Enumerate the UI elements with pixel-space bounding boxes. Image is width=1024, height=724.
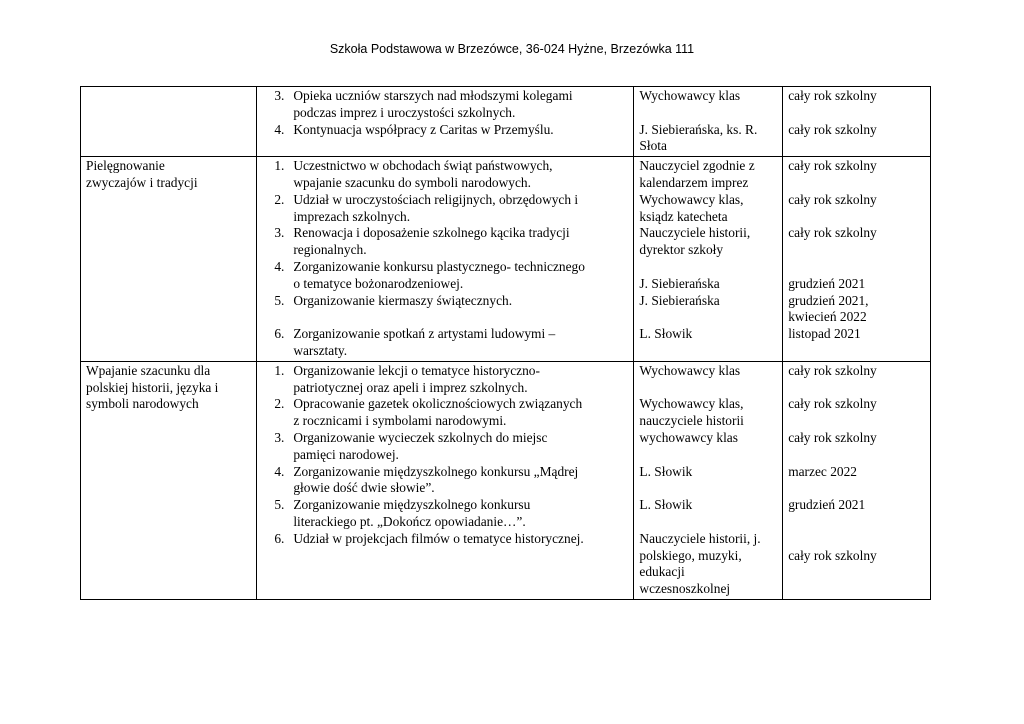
task-item	[262, 430, 628, 464]
responsible-line: nauczyciele historii	[639, 413, 744, 429]
task-number: 5.	[274, 497, 285, 513]
deadline-line: grudzień 2021	[788, 497, 866, 513]
deadline-line: cały rok szkolny	[788, 396, 877, 412]
responsible-line: Wychowawcy klas	[639, 362, 741, 378]
task-line: literackiego pt. „Dokończ opowiadanie…”.	[293, 513, 526, 529]
task-text	[293, 192, 628, 226]
task-number: 3.	[274, 429, 285, 445]
responsible-line: Wychowawcy klas,	[639, 191, 744, 207]
responsible-line: J. Siebierańska	[639, 275, 720, 291]
responsible-line: L. Słowik	[639, 463, 693, 479]
task-gap	[262, 309, 628, 326]
task-text	[293, 293, 628, 310]
deadline-line: cały rok szkolny	[788, 121, 877, 137]
task-line: Zorganizowanie spotkań z artystami ludowymi –	[293, 326, 556, 342]
deadline-line	[788, 531, 925, 548]
responsible-line: ksiądz katecheta	[639, 208, 728, 224]
task-text	[293, 396, 628, 430]
responsible-cell	[634, 87, 783, 157]
task-number: 4.	[274, 258, 285, 274]
responsible-line: Wychowawcy klas	[639, 88, 741, 103]
task-list	[262, 88, 628, 138]
responsible-line	[639, 309, 777, 326]
deadline-line	[788, 105, 925, 122]
responsible-line: dyrektor szkoły	[639, 242, 724, 258]
task-text	[293, 464, 628, 498]
table-row	[81, 157, 931, 362]
deadline-line: cały rok szkolny	[788, 88, 877, 103]
task-text	[293, 497, 628, 531]
plan-table	[80, 86, 931, 600]
tasks-cell	[257, 361, 634, 599]
task-line: Zorganizowanie międzyszkolnego konkursu	[293, 497, 531, 513]
deadline-line	[788, 259, 925, 276]
area-line: Wpajanie szacunku dla	[86, 362, 211, 378]
task-line: Zorganizowanie konkursu plastycznego- technicznego	[293, 258, 585, 274]
tasks-cell	[257, 157, 634, 362]
responsible-line: Nauczyciele historii,	[639, 225, 751, 241]
task-line: o tematyce bożonarodzeniowej.	[293, 275, 464, 291]
task-item	[262, 122, 628, 139]
task-line: z rocznicami i symbolami narodowymi.	[293, 413, 507, 429]
task-item	[262, 396, 628, 430]
responsible-line: Nauczyciel zgodnie z	[639, 158, 755, 174]
deadline-cell	[783, 361, 931, 599]
deadline-line	[788, 413, 925, 430]
task-item	[262, 192, 628, 226]
deadline-line: cały rok szkolny	[788, 191, 877, 207]
responsible-line: polskiego, muzyki,	[639, 547, 742, 563]
task-item	[262, 158, 628, 192]
task-number: 3.	[274, 225, 285, 241]
task-number: 6.	[274, 326, 285, 342]
deadline-line: cały rok szkolny	[788, 362, 877, 378]
task-line: Zorganizowanie międzyszkolnego konkursu „Mądrej	[293, 463, 579, 479]
task-line: warsztaty.	[293, 342, 348, 358]
task-item	[262, 464, 628, 498]
task-number: 5.	[274, 292, 285, 308]
responsible-line: Nauczyciele historii, j.	[639, 530, 761, 546]
task-text	[293, 531, 628, 548]
deadline-line	[788, 380, 925, 397]
task-number: 3.	[274, 88, 285, 103]
deadline-line: grudzień 2021,	[788, 292, 869, 308]
task-line: pamięci narodowej.	[293, 446, 399, 462]
responsible-line: Słota	[639, 138, 667, 154]
table-row	[81, 361, 931, 599]
task-line: Udział w projekcjach filmów o tematyce historycznej.	[293, 530, 584, 546]
task-item	[262, 497, 628, 531]
task-text	[293, 326, 628, 360]
task-item	[262, 293, 628, 310]
responsible-line: L. Słowik	[639, 497, 693, 513]
deadline-line	[788, 242, 925, 259]
task-line: wpajanie szacunku do symboli narodowych.	[293, 174, 531, 190]
task-text	[293, 88, 628, 122]
task-text	[293, 158, 628, 192]
responsible-line	[639, 105, 777, 122]
area-cell	[81, 87, 257, 157]
responsible-cell	[634, 157, 783, 362]
responsible-line	[639, 514, 777, 531]
task-item	[262, 225, 628, 259]
task-line: Uczestnictwo w obchodach świąt państwowych,	[293, 158, 553, 174]
task-line: Organizowanie wycieczek szkolnych do miejsc	[293, 429, 548, 445]
deadline-line	[788, 447, 925, 464]
area-line: Pielęgnowanie	[86, 158, 165, 174]
deadline-line: cały rok szkolny	[788, 547, 877, 563]
deadline-line	[788, 480, 925, 497]
responsible-line	[639, 480, 777, 497]
responsible-line	[639, 447, 777, 464]
responsible-line: J. Siebierańska, ks. R.	[639, 121, 758, 137]
responsible-line: wczesnoszkolnej	[639, 581, 731, 597]
task-number: 2.	[274, 396, 285, 412]
deadline-cell	[783, 157, 931, 362]
deadline-line: cały rok szkolny	[788, 225, 877, 241]
area-line: zwyczajów i tradycji	[86, 174, 198, 190]
deadline-cell	[783, 87, 931, 157]
task-number: 1.	[274, 158, 285, 174]
task-line: Organizowanie kiermaszy świątecznych.	[293, 292, 513, 308]
task-list	[262, 158, 628, 360]
responsible-line: edukacji	[639, 564, 685, 580]
task-line: regionalnych.	[293, 242, 367, 258]
task-line: głowie dość dwie słowie”.	[293, 480, 435, 496]
area-line: symboli narodowych	[86, 396, 199, 412]
table-row	[81, 87, 931, 157]
task-item	[262, 88, 628, 122]
plan-table-body	[81, 87, 931, 600]
task-number: 2.	[274, 191, 285, 207]
task-line: Opracowanie gazetek okolicznościowych związanych	[293, 396, 583, 412]
responsible-cell	[634, 361, 783, 599]
deadline-line: marzec 2022	[788, 463, 857, 479]
deadline-line: listopad 2021	[788, 326, 861, 342]
task-line: Organizowanie lekcji o tematyce historyczno-	[293, 362, 540, 378]
deadline-line	[788, 209, 925, 226]
task-line: Opieka uczniów starszych nad młodszymi kolegami	[293, 88, 573, 103]
task-text	[293, 259, 628, 293]
task-number: 6.	[274, 530, 285, 546]
task-number: 4.	[274, 463, 285, 479]
task-line: podczas imprez i uroczystości szkolnych.	[293, 104, 516, 120]
deadline-line: cały rok szkolny	[788, 158, 877, 174]
responsible-line: wychowawcy klas	[639, 429, 738, 445]
responsible-line: Wychowawcy klas,	[639, 396, 744, 412]
task-line: imprezach szkolnych.	[293, 208, 411, 224]
responsible-line: kalendarzem imprez	[639, 174, 749, 190]
tasks-cell	[257, 87, 634, 157]
area-line: polskiej historii, języka i	[86, 379, 219, 395]
task-item	[262, 363, 628, 397]
deadline-line	[788, 175, 925, 192]
deadline-line: grudzień 2021	[788, 275, 866, 291]
page-header: Szkoła Podstawowa w Brzezówce, 36-024 Hyżne, Brzezówka 111	[329, 42, 695, 56]
task-line: Renowacja i doposażenie szkolnego kącika tradycji	[293, 225, 570, 241]
task-line: Udział w uroczystościach religijnych, obrzędowych i	[293, 191, 579, 207]
area-cell	[81, 361, 257, 599]
task-number: 1.	[274, 362, 285, 378]
task-line: Kontynuacja współpracy z Caritas w Przemyślu.	[293, 121, 554, 137]
responsible-line: L. Słowik	[639, 326, 693, 342]
task-text	[293, 430, 628, 464]
task-line: patriotycznej oraz apeli i imprez szkolnych.	[293, 379, 528, 395]
area-cell	[81, 157, 257, 362]
responsible-line	[639, 380, 777, 397]
task-item	[262, 531, 628, 548]
task-number: 4.	[274, 121, 285, 137]
task-item	[262, 326, 628, 360]
responsible-line: J. Siebierańska	[639, 292, 720, 308]
task-text	[293, 225, 628, 259]
responsible-line	[639, 259, 777, 276]
deadline-line: kwiecień 2022	[788, 309, 867, 325]
task-text	[293, 363, 628, 397]
task-item	[262, 259, 628, 293]
deadline-line	[788, 514, 925, 531]
task-text	[293, 122, 628, 139]
deadline-line: cały rok szkolny	[788, 429, 877, 445]
task-list	[262, 363, 628, 548]
